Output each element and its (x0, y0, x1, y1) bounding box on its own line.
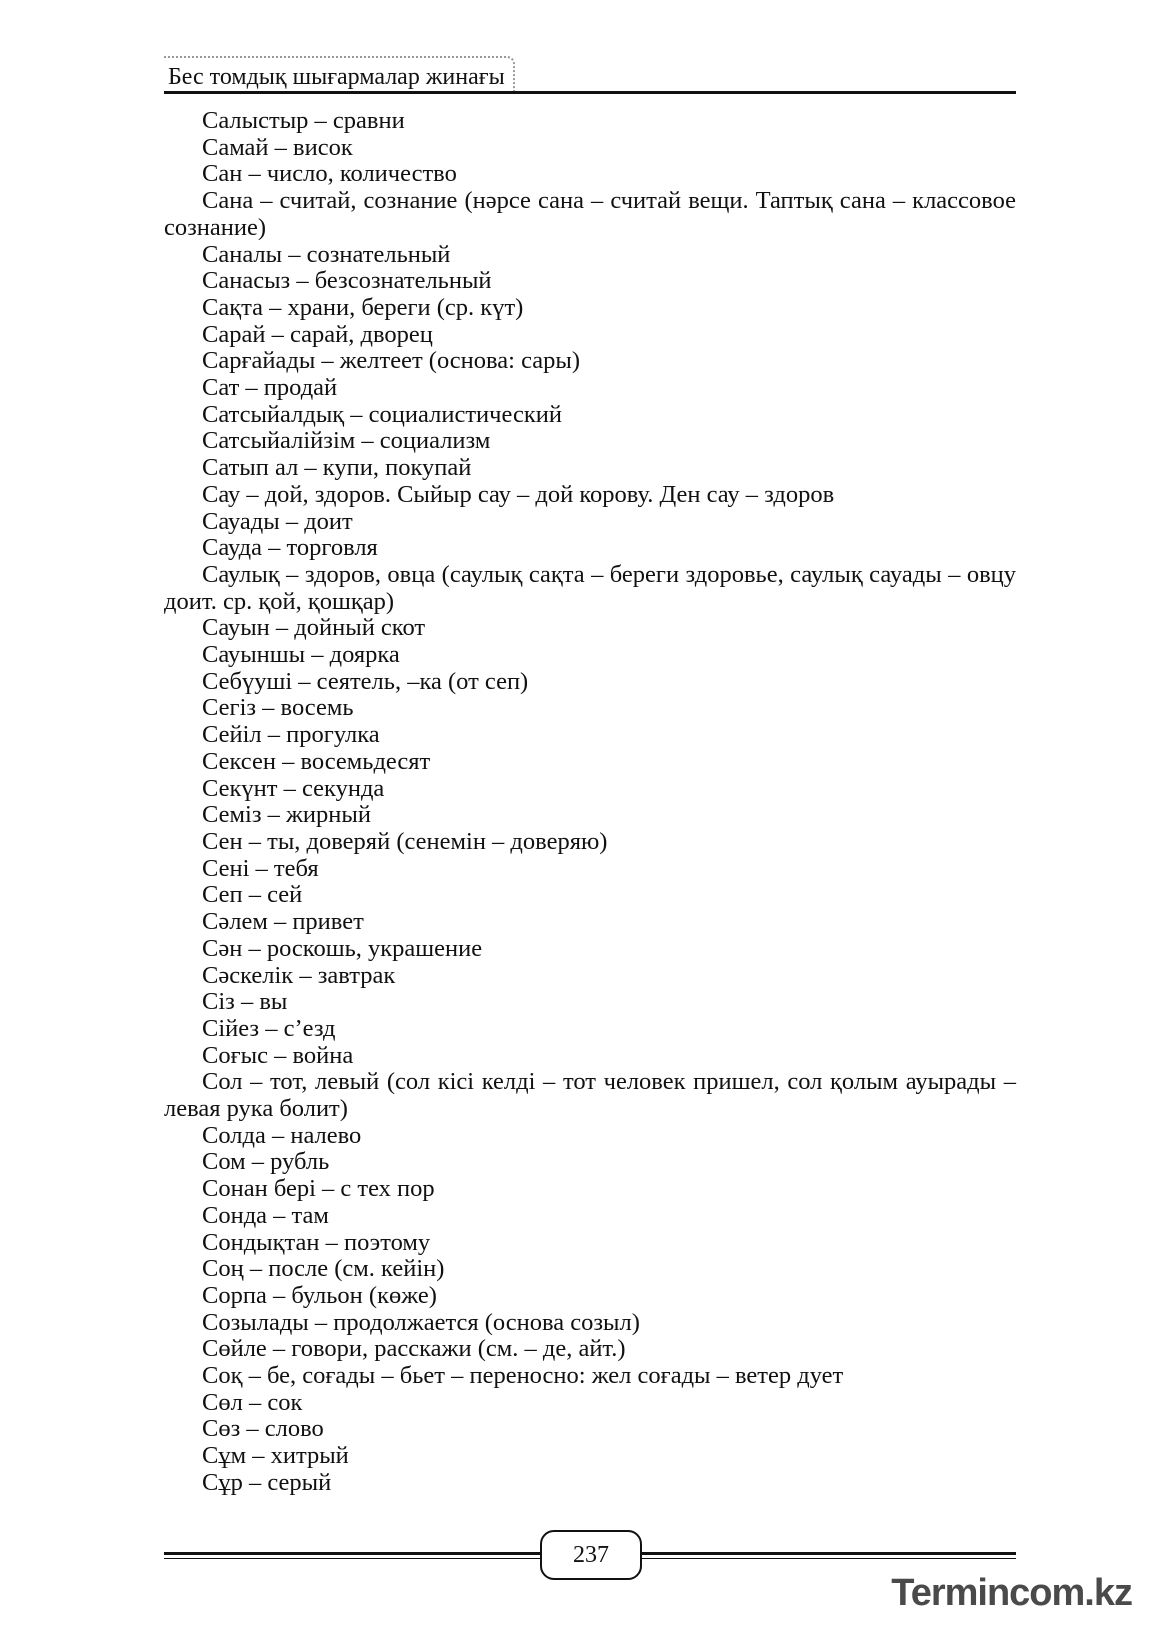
glossary-entry: Сатып ал – купи, покупай (202, 454, 472, 482)
glossary-entry: Сеп – сей (202, 881, 303, 909)
glossary-entry: Сорпа – бульон (көже) (202, 1281, 437, 1309)
glossary-entry: Сән – роскошь, украшение (202, 934, 483, 962)
glossary-entry: Самай – висок (202, 133, 353, 161)
glossary-entry: Сом – рубль (202, 1148, 330, 1176)
glossary-entry: Соң – после (см. кейін) (202, 1255, 445, 1283)
glossary-entry: Сұр – серый (202, 1468, 332, 1496)
page-footer (164, 1530, 1016, 1580)
glossary-entry: Солда – налево (202, 1121, 362, 1149)
glossary-entry: Сонан бері – с тех пор (202, 1175, 435, 1203)
glossary-entry: Сәскелік – завтрак (202, 961, 396, 989)
glossary-entry: Сені – тебя (202, 854, 319, 882)
glossary-entry: Сауыншы – доярка (202, 641, 400, 669)
glossary-entry: Сексен – восемьдесят (202, 747, 431, 775)
glossary-list (164, 108, 1016, 1497)
glossary-entry: Соқ – бе, соғады – бьет – переносно: жел соғады – ветер дует (202, 1362, 844, 1390)
glossary-entry: Саналы – сознательный (202, 240, 451, 268)
glossary-entry: Сәлем – привет (202, 908, 364, 936)
glossary-entry: Сейіл – прогулка (202, 721, 380, 749)
glossary-entry: Сонда – там (202, 1201, 329, 1229)
glossary-entry: Сөз – слово (202, 1415, 324, 1443)
glossary-entry: Сөйле – говори, расскажи (см. – де, айт.) (202, 1335, 626, 1363)
glossary-entry: Семіз – жирный (202, 801, 371, 829)
glossary-entry: Сөл – сок (202, 1388, 303, 1416)
glossary-entry: Саулық – здоров, овца (саулық сақта – береги здоровье, саулық сауады – овцу доит. ср. қой, қошқар) (164, 560, 1016, 615)
glossary-entry: Сол – тот, левый (сол кісі келді – тот человек пришел, сол қолым ауырады – левая рука болит) (164, 1068, 1016, 1123)
glossary-entry: Соғыс – война (202, 1041, 354, 1069)
glossary-entry: Сарғайады – желтеет (основа: сары) (202, 347, 581, 375)
glossary-entry: Сійез – с’езд (202, 1014, 336, 1042)
glossary-entry: Сана – считай, сознание (нәрсе сана – считай вещи. Таптық сана – классовое сознание) (164, 187, 1016, 241)
glossary-entry: Себүуші – сеятель, –ка (от сеп) (202, 667, 529, 695)
glossary-entry: Сауда – торговля (202, 534, 378, 562)
glossary-entry: Созылады – продолжается (основа созыл) (202, 1308, 640, 1336)
page-number: 237 (540, 1530, 642, 1580)
glossary-entry: Сарай – сарай, дворец (202, 320, 433, 348)
glossary-entry: Салыстыр – сравни (202, 107, 405, 134)
glossary-entry: Сатсыйалійзім – социализм (202, 427, 491, 455)
glossary-entry: Сат – продай (202, 374, 338, 402)
glossary-entry: Сауын – дойный скот (202, 614, 426, 642)
glossary-entry: Сегіз – восемь (202, 694, 354, 722)
glossary-entry: Сұм – хитрый (202, 1442, 349, 1470)
glossary-entry: Санасыз – безсознательный (202, 267, 492, 295)
running-header (164, 56, 1016, 94)
header-rule (164, 91, 1016, 94)
glossary-entry: Секүнт – секунда (202, 774, 385, 802)
glossary-entry: Сақта – храни, береги (ср. күт) (202, 293, 524, 321)
glossary-entry: Сатсыйалдық – социалистический (202, 400, 562, 428)
glossary-entry: Сан – число, количество (202, 160, 457, 188)
book-title: Бес томдық шығармалар жинағы (164, 56, 515, 92)
site-watermark: Termincom.kz (891, 1572, 1132, 1614)
glossary-entry: Сіз – вы (202, 988, 288, 1016)
glossary-entry: Сондықтан – поэтому (202, 1228, 431, 1256)
glossary-entry: Сен – ты, доверяй (сенемін – доверяю) (202, 827, 608, 855)
glossary-entry: Сауады – доит (202, 507, 353, 535)
glossary-entry: Сау – дой, здоров. Сыйыр сау – дой корову. Ден сау – здоров (202, 480, 835, 508)
